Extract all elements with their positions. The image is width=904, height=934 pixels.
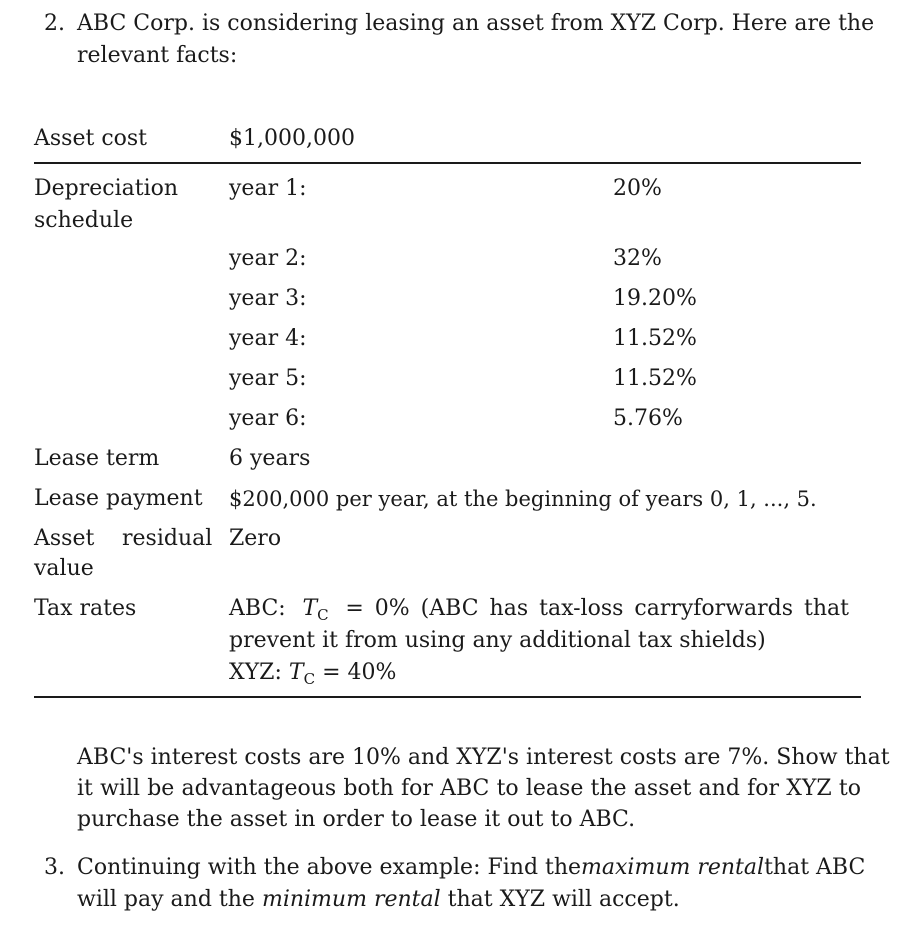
problem-3-line1-part-a: Continuing with the above example: Find the — [77, 855, 582, 880]
problem-3-number: 3. — [44, 855, 65, 880]
abc-prefix: ABC: — [229, 596, 286, 621]
depreciation-pct-5: 11.52% — [613, 366, 697, 391]
tax-rates-xyz-line — [229, 658, 396, 688]
interest-costs-line1: ABC's interest costs are 10% and XYZ's interest costs are 7%. Show that — [77, 745, 890, 770]
xyz-tc-symbol: $T_C$ — [288, 660, 316, 688]
abc-tax-rate-text: = 0% (ABC has tax-loss carryforwards that — [345, 596, 849, 621]
xyz-tax-rate-value: = 40% — [322, 660, 397, 685]
depreciation-pct-6: 5.76% — [613, 406, 683, 431]
residual-label-word2: residual — [122, 526, 213, 551]
interest-costs-line3: purchase the asset in order to lease it out to ABC. — [77, 807, 636, 832]
asset-cost-value: $1,000,000 — [229, 126, 355, 151]
minimum-rental-emphasis: minimum rental — [261, 887, 441, 912]
lease-payment-value: $200,000 per year, at the beginning of years 0, 1, ..., 5. — [229, 487, 817, 511]
depreciation-year-6: year 6: — [229, 406, 307, 431]
depreciation-year-5: year 5: — [229, 366, 307, 391]
problem-3-line2-part-a: will pay and the — [77, 887, 255, 912]
residual-label-word1: Asset — [34, 526, 95, 551]
lease-term-value: 6 years — [229, 446, 311, 471]
table-bottom-rule — [34, 696, 861, 698]
depreciation-year-1: year 1: — [229, 176, 307, 201]
depreciation-label-line1: Depreciation — [34, 176, 179, 201]
problem-3-line1-part-b: that ABC — [764, 855, 866, 880]
depreciation-pct-2: 32% — [613, 246, 662, 271]
depreciation-label-line2: schedule — [34, 208, 134, 233]
problem-2-intro-line1: ABC Corp. is considering leasing an asset from XYZ Corp. Here are the — [77, 11, 875, 36]
tax-rates-abc-line2: prevent it from using any additional tax shields) — [229, 628, 766, 653]
maximum-rental-emphasis: maximum rental — [581, 855, 765, 880]
residual-label-line2: value — [34, 556, 94, 581]
xyz-prefix: XYZ: — [229, 660, 282, 685]
depreciation-year-4: year 4: — [229, 326, 307, 351]
depreciation-year-3: year 3: — [229, 286, 307, 311]
asset-cost-label: Asset cost — [34, 126, 148, 151]
problem-2-number: 2. — [44, 11, 65, 36]
problem-3-line2-part-b: that XYZ will accept. — [447, 887, 680, 912]
residual-value: Zero — [229, 526, 282, 551]
table-top-rule — [34, 162, 861, 164]
lease-payment-label: Lease payment — [34, 486, 203, 511]
abc-tc-symbol: $T_C$ — [302, 596, 329, 624]
interest-costs-line2: it will be advantageous both for ABC to lease the asset and for XYZ to — [77, 776, 861, 801]
depreciation-year-2: year 2: — [229, 246, 307, 271]
depreciation-pct-4: 11.52% — [613, 326, 697, 351]
depreciation-pct-1: 20% — [613, 176, 662, 201]
problem-3-line1 — [77, 853, 866, 883]
lease-term-label: Lease term — [34, 446, 160, 471]
problem-3-line2 — [77, 885, 680, 915]
depreciation-pct-3: 19.20% — [613, 286, 697, 311]
tax-rates-abc-line1 — [229, 594, 849, 624]
tax-rates-label: Tax rates — [34, 596, 137, 621]
problem-2-intro-line2: relevant facts: — [77, 43, 238, 68]
